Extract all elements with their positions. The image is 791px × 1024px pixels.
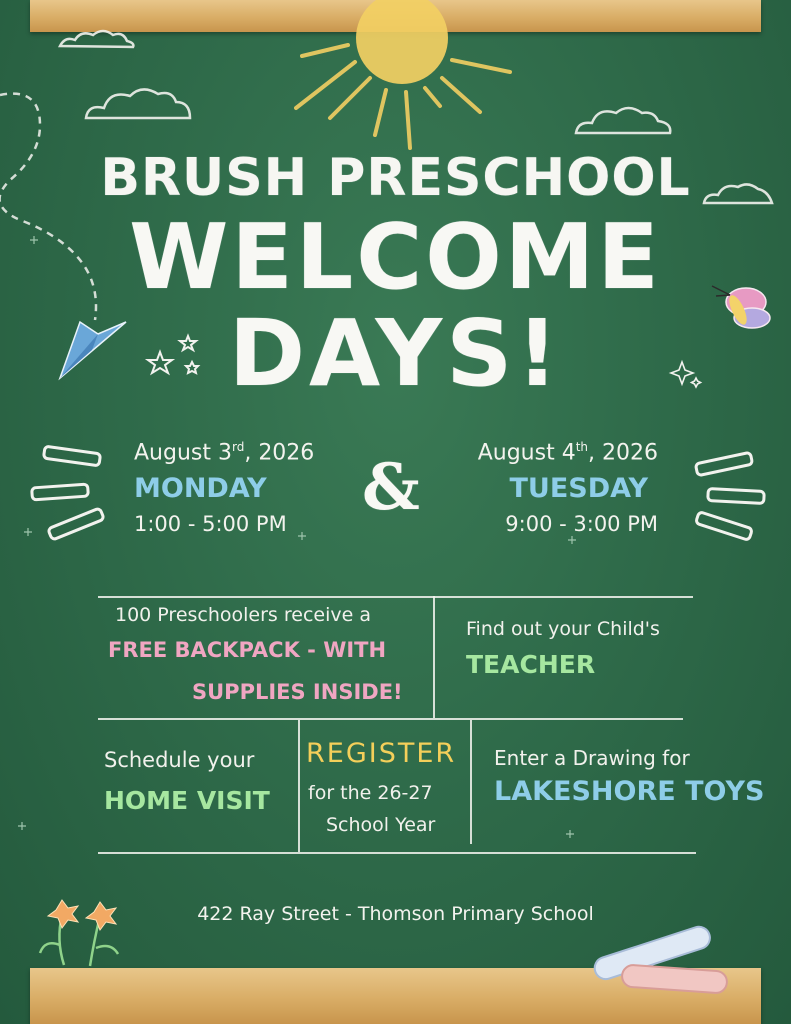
- days-heading: DAYS!: [228, 300, 563, 407]
- cloud-icon: [86, 89, 190, 118]
- day2-hours: 9:00 - 3:00 PM: [505, 512, 658, 537]
- chalk-ray: [48, 508, 104, 540]
- teacher-highlight: TEACHER: [466, 650, 596, 679]
- grid-line: [433, 596, 435, 718]
- drawing-intro: Enter a Drawing for: [494, 746, 690, 770]
- day1-date: August 3rd, 2026: [134, 440, 315, 466]
- drawing-highlight: LAKESHORE TOYS: [494, 776, 765, 807]
- chalk-ray: [696, 512, 753, 541]
- teacher-intro: Find out your Child's: [466, 618, 660, 640]
- chalk-ray: [32, 484, 89, 500]
- sun-icon: [296, 0, 510, 148]
- grid-line: [98, 852, 696, 854]
- backpack-intro: 100 Preschoolers receive a: [115, 604, 371, 626]
- backpack-line1: FREE BACKPACK - WITH: [108, 638, 387, 662]
- chalk-ray: [695, 452, 752, 475]
- grid-line: [298, 720, 300, 852]
- cloud-icon: [576, 108, 670, 133]
- register-line1: for the 26-27: [308, 782, 433, 804]
- home-visit-highlight: HOME VISIT: [104, 786, 270, 815]
- ampersand: &: [362, 450, 420, 525]
- grid-line: [98, 596, 693, 598]
- cloud-icon: [60, 31, 133, 47]
- chalk-ray: [43, 446, 100, 466]
- address-footer: 422 Ray Street - Thomson Primary School: [197, 903, 594, 925]
- register-line2: School Year: [326, 814, 436, 836]
- day1-weekday: MONDAY: [134, 473, 267, 505]
- grid-line: [98, 718, 683, 720]
- grid-line: [470, 720, 472, 844]
- day2-date: August 4th, 2026: [477, 440, 658, 466]
- school-name-heading: BRUSH PRESCHOOL: [100, 148, 691, 208]
- home-visit-intro: Schedule your: [104, 748, 255, 772]
- chalk-ray: [708, 489, 765, 504]
- day1-block: [134, 440, 314, 536]
- day1-hours: 1:00 - 5:00 PM: [134, 512, 287, 537]
- day2-block: [466, 440, 658, 536]
- day2-weekday: TUESDAY: [509, 473, 648, 505]
- register-highlight: REGISTER: [306, 738, 457, 769]
- backpack-line2: SUPPLIES INSIDE!: [192, 680, 403, 704]
- chalk-sticks-icon: [582, 912, 732, 1002]
- welcome-heading: WELCOME: [129, 205, 662, 310]
